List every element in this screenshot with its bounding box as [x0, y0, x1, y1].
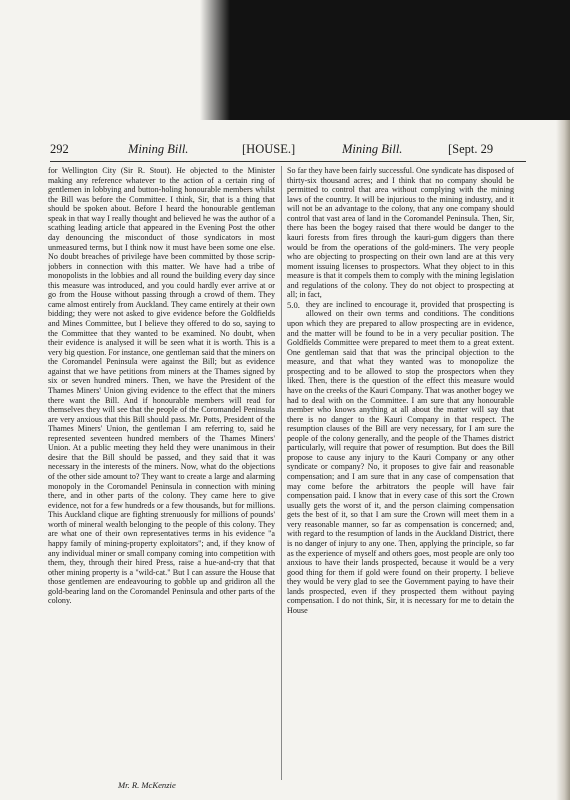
page-date: [Sept. 29 — [448, 142, 494, 156]
right-column-text-2 — [287, 300, 514, 616]
house-label: [HOUSE.] — [242, 142, 296, 156]
column-divider — [281, 166, 282, 780]
time-marker: 5.0. — [287, 299, 300, 310]
right-column — [287, 166, 514, 784]
running-header — [50, 142, 520, 160]
right-column-text-2-body: they are inclined to encourage it, provided that prospecting is allowed on their own terms and conditions. The conditions upon which they are prepared to allow prospecting are in evidence, and the matter will be found to be in a very peculiar position. The Goldfields Committee were prepared to meet them to a great extent. One gentleman said that that was the principal objection to the measure, and that what they wanted was to monopolize the prospecting and to be allowed to stop the prospectors when they liked. Then, there is the question of the effect this measure would have on the creeks of the Kauri Company. That was another bogey we had to deal with on the Committee. I am sure that any honourable member who knows anything at all about the matter will say that there is no danger to the Kauri Company in that respect. The resumption clauses of the Bill are very necessary, for I am sure the people of the colony generally, and the people of the Thames district particularly, will require that power of resumption. But does the Bill propose to cause any injury to the Kauri Company or any other syndicate or company? No, it proposes to give fair and reasonable compensation; and I am sure that in any case of compensation that may come before the arbitrators the people will have fair compensation paid. I know that in every case of this sort the Crown usually gets the worst of it, and the person claiming compensation gets the best of it, so that I am sure the Crown will meet them in a very reasonable manner, so far as compensation is concerned; and, with regard to the resumption of lands in the Auckland District, there is no danger of injury to any one. Then, applying the principle, so far as the experience of myself and others goes, most people are only too anxious to have their lands prospected, because it would be a very good thing for them if gold were found on their property. I believe they would be very glad to see the Government paying to have their lands prospected, even if they prospected them without paying compensation. I do not think, Sir, it is necessary for me to detain the House — [287, 299, 514, 615]
left-column-text: for Wellington City (Sir R. Stout). He objected to the Minister making any reference whatever to the action of a certain ring of gentlemen in lobbying and button-holing honourable members whilst the Bill was before the Committee. I think, Sir, that is a thing that should be spoken about. Before I heard the honourable gentleman speak in that way I really thought and believed he was the author of a scathing leading article that appeared in the Evening Post the other day denouncing the misconduct of those syndicators in most unmeasured terms, but I think now it must have been some one else. No doubt breaches of privilege have been committed by those scrip-jobbers in connection with this matter. We have had a tribe of monopolists in the lobbies and all round the building every day since this measure was introduced, and you could hardly ever arrive at or go from the House without passing through a crowd of them. They came almost entirely from Auckland. They came entirely at their own bidding; they were not asked to give evidence before the Goldfields and Mines Committee, but I believe they offered to do so, saying to the Committee that they wanted to be examined. No doubt, when their evidence is analysed it will be seen what it is worth. This is a very big question. For instance, one gentleman said that the miners on the Coromandel Peninsula were against the Bill; but as evidence against that we have petitions from miners at the Thames signed by six or seven hundred miners. Then, we have the President of the Thames Miners' Union giving evidence to the effect that the miners there want the Bill. And if honourable members will read for themselves they will see that the people of the Coromandel Peninsula are very anxious that this Bill should pass. Mr. Potts, President of the Thames Miners' Union, the gentleman I am referring to, said he represented seventeen hundred members of the Thames Miners' Union. At a public meeting they held they were unanimous in their desire that the Bill should be passed, and they said that it was necessary in the interests of the miners. Now, what do the objections of the other side amount to? They want to create a large and alarming monopoly in the Coromandel Peninsula in connection with mining there, and in other parts of the colony. They came here to give evidence, not for a few hundreds or a few thousands, but for millions. This Auckland clique are fighting strenuously for millions of pounds' worth of mineral wealth belonging to the people of this colony. They are what one of their own representatives terms in his evidence "a happy family of mining-property exploitators"; and, if they know of any individual miner or small company coming into competition with them, they, through their hired Press, raise a hue-and-cry that that other mining property is a "wild-cat." But I can assure the House that those gentlemen are endeavouring to gobble up and gridiron all the gold-bearing land on the Coromandel Peninsula and other parts of the colony. — [48, 166, 275, 606]
running-title-right: Mining Bill. — [342, 142, 403, 156]
left-column — [48, 166, 275, 784]
right-column-text-1: So far they have been fairly successful. One syndicate has disposed of thirty-six thousand acres; and I think that no company should be permitted to control that area without complying with the mining laws of the country. It will be injurious to the mining industry, and it will not be an advantage to the colony, that any one company should control that vast area of land in the Coromandel Peninsula. Then, Sir, there has been the bogey raised that there would be danger to the kauri forests from fires through the kauri-gum diggers than there would be from the operations of the gold-miners. The very people who are objecting to prospecting on their own land are at this very moment issuing licenses to prospectors. What they object to in this measure is that it compels them to comply with the mining legislation and regulations of the colony. They do not object to prospecting at all; in fact, — [287, 166, 514, 300]
running-title-left: Mining Bill. — [128, 142, 189, 156]
scan-shadow — [200, 0, 570, 120]
header-rule — [50, 161, 526, 162]
speaker-signature: Mr. R. McKenzie — [118, 780, 176, 790]
page-edge — [556, 120, 570, 800]
page-number: 292 — [50, 142, 69, 156]
